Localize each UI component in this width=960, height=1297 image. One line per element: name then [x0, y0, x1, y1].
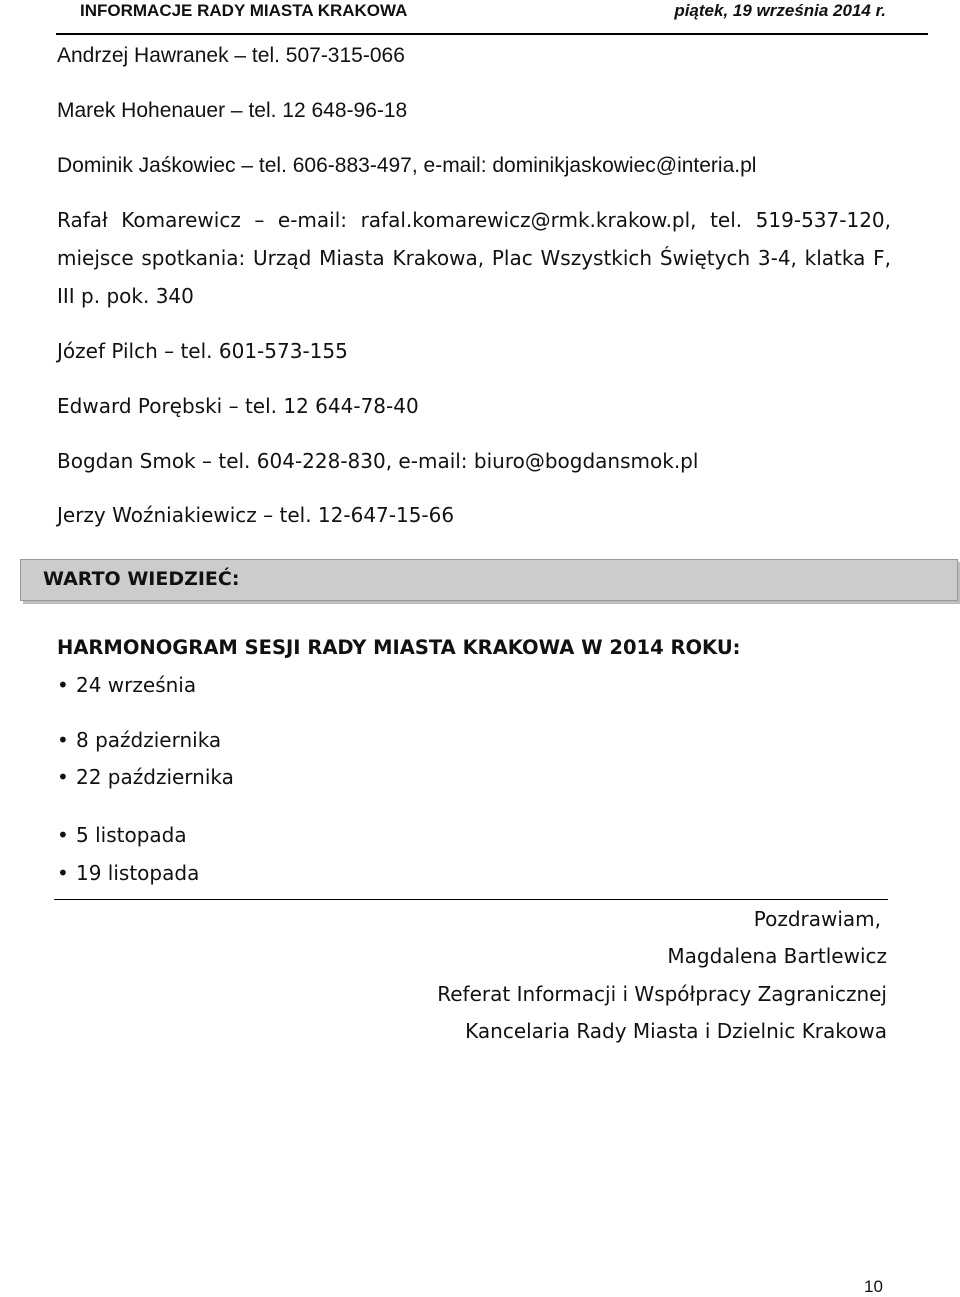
bullet-icon: • [57, 861, 69, 885]
signature-name: Magdalena Bartlewicz [667, 944, 887, 968]
session-date-item: • 8 października [57, 728, 222, 752]
session-date-item: • 19 listopada [57, 861, 200, 885]
contact-smok: Bogdan Smok – tel. 604-228-830, e-mail: biuro@bogdansmok.pl [57, 449, 699, 473]
warto-wiedziec-title: WARTO WIEDZIEĆ: [43, 568, 240, 590]
contact-porebski: Edward Porębski – tel. 12 644-78-40 [57, 394, 419, 418]
session-date-item: • 22 października [57, 765, 234, 789]
contact-wozniakiewicz: Jerzy Woźniakiewicz – tel. 12-647-15-66 [57, 503, 455, 527]
contact-hawranek: Andrzej Hawranek – tel. 507-315-066 [57, 44, 405, 67]
contact-jaskowiec: Dominik Jaśkowiec – tel. 606-883-497, e-mail: dominikjaskowiec@interia.pl [57, 154, 757, 177]
signature-department: Referat Informacji i Współpracy Zagranicznej [437, 982, 887, 1006]
contact-pilch: Józef Pilch – tel. 601-573-155 [57, 339, 348, 363]
contact-komarewicz: Rafał Komarewicz – e-mail: rafal.komarewicz@rmk.krakow.pl, tel. 519-537-120, miejsce spotkania: Urząd Miasta Krakowa, Plac Wszystkich Świętych 3-4, klatka F, III p. pok. 340 [57, 208, 891, 308]
session-date-item: • 24 września [57, 673, 197, 697]
section-divider [54, 899, 888, 900]
bullet-icon: • [57, 765, 69, 789]
page-number: 10 [864, 1277, 883, 1296]
signature-office: Kancelaria Rady Miasta i Dzielnic Krakowa [465, 1019, 887, 1043]
signature-greeting: Pozdrawiam, [753, 907, 881, 931]
bullet-icon: • [57, 728, 69, 752]
header-date: piątek, 19 września 2014 r. [674, 1, 886, 20]
warto-wiedziec-banner [20, 559, 958, 601]
page-header [56, 0, 928, 35]
bullet-icon: • [57, 823, 69, 847]
session-date-item: • 5 listopada [57, 823, 187, 847]
bullet-icon: • [57, 673, 69, 697]
contact-hohenauer: Marek Hohenauer – tel. 12 648-96-18 [57, 99, 408, 122]
header-title: INFORMACJE RADY MIASTA KRAKOWA [80, 1, 408, 20]
harmonogram-title: HARMONOGRAM SESJI RADY MIASTA KRAKOWA W 2014 ROKU: [57, 636, 741, 659]
